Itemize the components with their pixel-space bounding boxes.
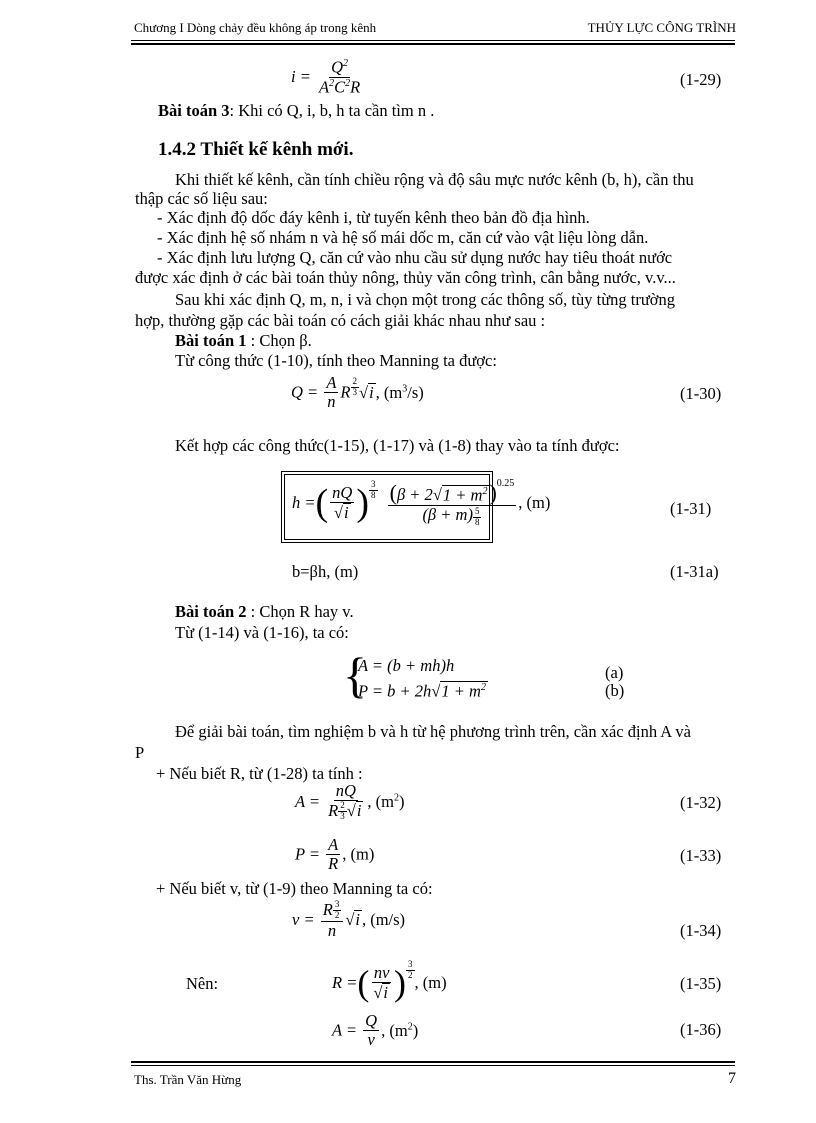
page-number: 7 (728, 1070, 736, 1087)
paragraph-line: hợp, thường gặp các bài toán có cách giải khác nhau như sau : (135, 311, 546, 330)
bullet-item: - Xác định hệ số nhám n và hệ số mái dốc m, căn cứ vào vật liệu lòng dẫn. (157, 228, 649, 247)
paragraph-line: Khi thiết kế kênh, cần tính chiều rộng và độ sâu mực nước kênh (b, h), cần thu (175, 170, 694, 189)
footer-rule (131, 1061, 735, 1066)
equation-number-1-32: (1-32) (680, 793, 722, 812)
equation-1-31a: b=βh, (m) (292, 562, 359, 581)
bullet-item: - Xác định lưu lượng Q, căn cứ vào nhu cầu sử dụng nước hay tiêu thoát nước (157, 248, 673, 267)
paragraph-line: thập các số liệu sau: (135, 189, 268, 208)
equation-1-36: A = $\frac{Q}{v}$ , $(m^2)$ (332, 1011, 419, 1050)
equation-prefix: Nên: (186, 974, 219, 993)
equation-1-33: P = $\frac{A}{R}$ , (m) (295, 835, 375, 874)
equation-1-29: i = $\frac{Q^2}{A^2C^2R}$ (291, 57, 361, 97)
equation-1-30: Q = $\frac{A}{n}$ R $\frac{2}{3}$ √i , $(m^3/s)$ (291, 373, 424, 412)
paragraph-line: P (135, 743, 145, 762)
section-title: 1.4.2 Thiết kế kênh mới. (158, 139, 354, 160)
system-eq-a: A = (b + mh)h (358, 656, 455, 675)
equation-1-35: R =( $\frac{nv}{√i}$ ) $\frac{3}{2}$ , (m) (332, 959, 447, 1004)
equation-1-34: v = R $\frac{3}{2}$ n √i , (m/s) (292, 899, 406, 940)
equation-number-1-35: (1-35) (680, 974, 722, 993)
system-brace: { (343, 647, 367, 703)
header-chapter: Chương I Dòng chảy đều không áp trong kênh (134, 20, 377, 35)
equation-number-1-29: (1-29) (680, 70, 722, 89)
paragraph-line: Để giải bài toán, tìm nghiệm b và h từ hệ phương trình trên, cần xác định A và (175, 722, 691, 741)
equation-1-31: h =( $\frac{nQ}{√i}$ ) $\frac{3}{8}$ $(\beta + 2√1 + m^2)^{0.25}$ (β + m) $\frac{5}{8}$ , (m) (292, 478, 551, 528)
system-eq-b: $P = b + 2h√1 + m^2$ (358, 681, 486, 701)
equation-number-1-34: (1-34) (680, 921, 722, 940)
system-tag-a: (a) (605, 663, 624, 682)
header-rule (131, 40, 735, 45)
equation-number-1-31: (1-31) (670, 499, 712, 518)
equation-number-1-31a: (1-31a) (670, 562, 719, 581)
system-tag-b: (b) (605, 681, 625, 700)
case-known-v: + Nếu biết v, từ (1-9) theo Manning ta có: (156, 879, 433, 898)
case-known-R: + Nếu biết R, từ (1-28) ta tính : (156, 764, 363, 783)
bullet-item: - Xác định độ dốc đáy kênh i, từ tuyến kênh theo bản đồ địa hình. (157, 208, 590, 227)
equation-number-1-33: (1-33) (680, 846, 722, 865)
paragraph-line: Từ (1-14) và (1-16), ta có: (175, 623, 349, 642)
equation-1-32: A = nQ R $\frac{2}{3}$ √i , $(m^2)$ (295, 781, 405, 822)
equation-number-1-36: (1-36) (680, 1020, 722, 1039)
paragraph-line: Từ công thức (1-10), tính theo Manning ta được: (175, 351, 497, 370)
problem-2: Bài toán 2 : Chọn R hay v. (175, 602, 354, 621)
header-title: THỦY LỰC CÔNG TRÌNH (587, 20, 736, 35)
footer-author: Ths. Trần Văn Hừng (134, 1072, 242, 1087)
equation-number-1-30: (1-30) (680, 384, 722, 403)
paragraph-line: được xác định ở các bài toán thủy nông, thủy văn công trình, cân bằng nước, v.v... (135, 268, 676, 287)
paragraph-line: Kết hợp các công thức(1-15), (1-17) và (1-8) thay vào ta tính được: (175, 436, 620, 455)
problem-1: Bài toán 1 : Chọn β. (175, 331, 312, 350)
paragraph-line: Sau khi xác định Q, m, n, i và chọn một trong các thông số, tùy từng trường (175, 290, 676, 309)
problem-3: Bài toán 3: Khi có Q, i, b, h ta cần tìm n . (158, 101, 435, 120)
